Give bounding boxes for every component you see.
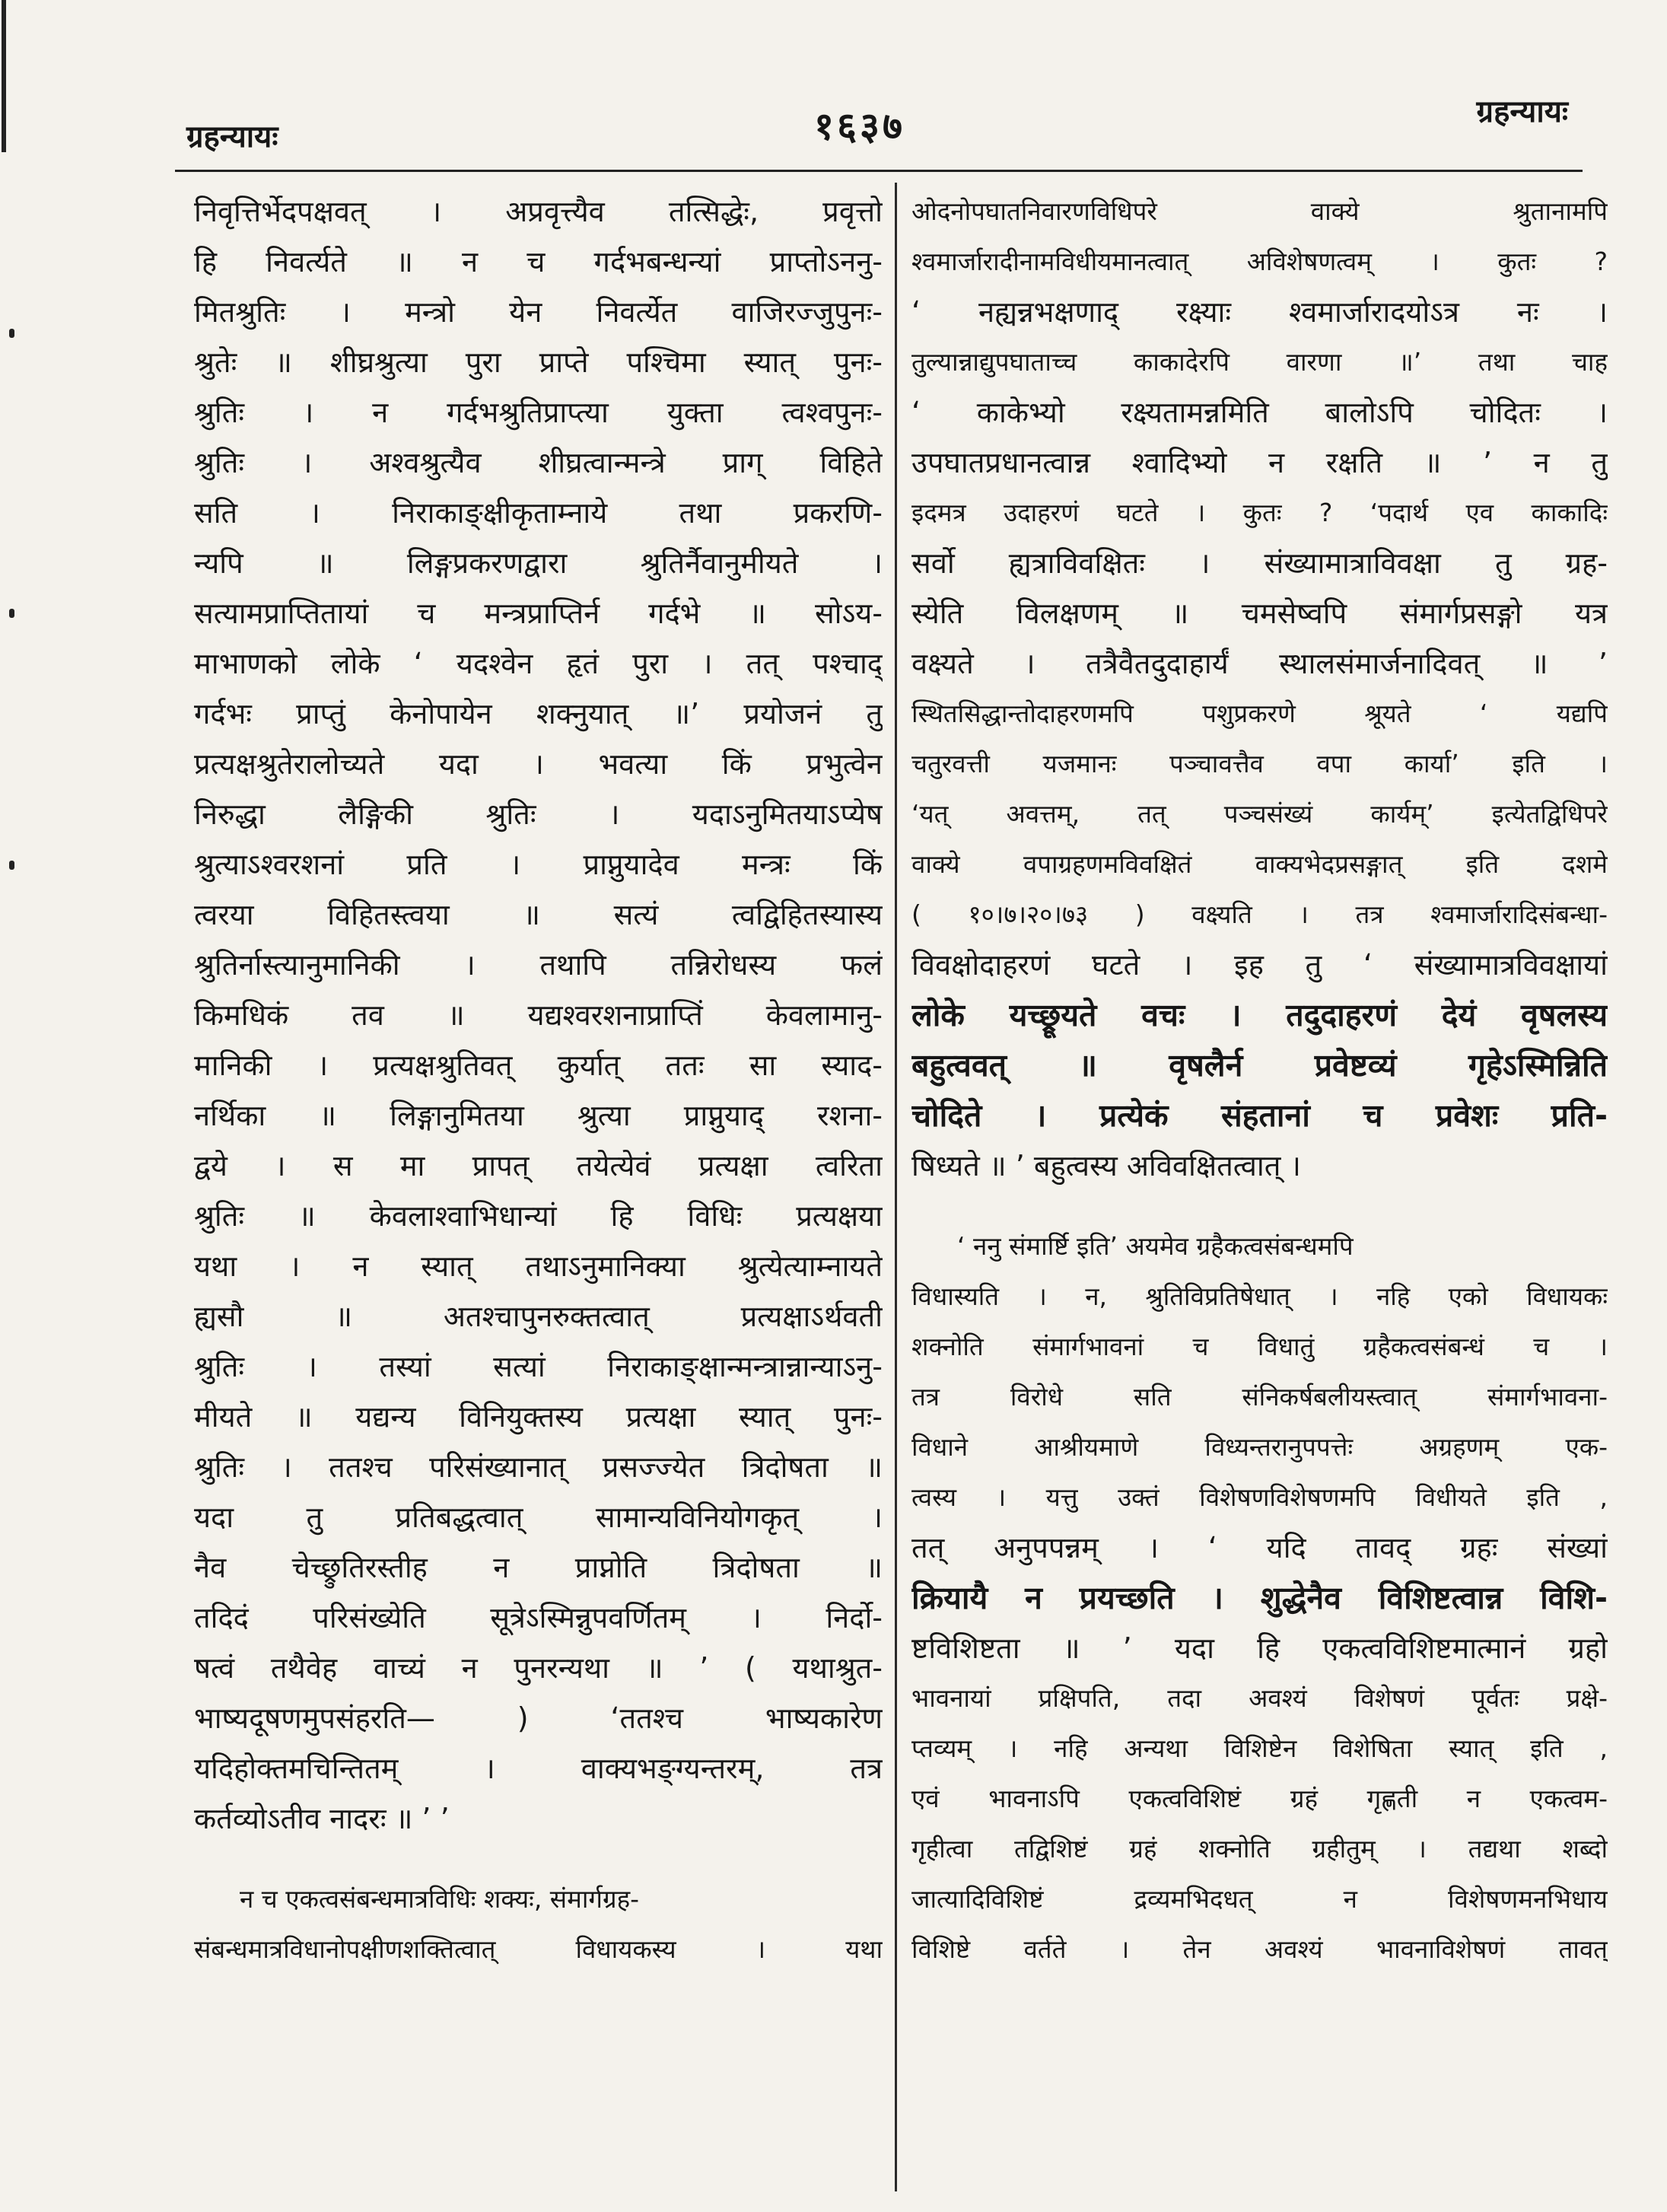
text-line: श्रुतिः । न गर्दभश्रुतिप्राप्त्या युक्ता त्वश्वपुनः- [194,396,883,429]
scan-speck [9,861,14,870]
text-line: त्वस्य । यत्तु उक्तं विशेषणविशेषणमपि विधीयते इति , [911,1482,1608,1512]
text-line: श्वमार्जारादीनामविधीयमानत्वात् अविशेषणत्वम् । कुतः ? [911,247,1608,276]
text-line: माभाणको लोके ‘ यदश्वेन हृतं पुरा । तत् पश्चाद् [194,647,883,680]
text-line: वक्ष्यते । तत्रैवैतदुदाहार्यं स्थालसंमार्जनादिवत् ॥ ’ [911,647,1608,680]
text-line: न च एकत्वसंबन्धमात्रविधिः शक्यः, संमार्गग्रह- [240,1884,640,1914]
text-line: द्वये । स मा प्रापत् तयेत्येवं प्रत्यक्षा त्वरिता [194,1149,883,1182]
text-line: स्थितसिद्धान्तोदाहरणमपि पशुप्रकरणे श्रूयते ‘ यद्यपि [911,699,1608,728]
text-line: षिध्यते ॥ ’ बहुत्वस्य अविवक्षितत्वात् । [911,1149,1301,1182]
text-line: श्रुतिर्नास्त्यानुमानिकी । तथापि तन्निरोधस्य फलं [194,948,883,982]
column-divider [895,183,897,2191]
text-line: भाष्यदूषणमुपसंहरति— ) ‘ततश्च भाष्यकारेण [194,1701,883,1735]
text-line: षत्वं तथैवेह वाच्यं न पुनरन्यथा ॥ ’ ( यथाश्रुत- [194,1651,883,1685]
text-line: श्रुतिः । अश्वश्रुत्यैव शीघ्रत्वान्मन्त्रे प्राग् विहिते [194,446,883,479]
text-line: गर्दभः प्राप्तुं केनोपायेन शक्नुयात् ॥’ प्रयोजनं तु [194,697,883,730]
text-line: जात्यादिविशिष्टं द्रव्यमभिदधत् न विशेषणमनभिधाय [911,1884,1608,1914]
text-line: सर्वो ह्यत्राविवक्षितः । संख्यामात्राविवक्षा तु ग्रह- [911,546,1608,580]
text-line: न्यपि ॥ लिङ्गप्रकरणद्वारा श्रुतिर्नैवानुमीयते । [194,546,883,580]
running-title-left: ग्रहन्यायः [186,119,278,154]
text-line: हि निवर्त्यते ॥ न च गर्दभबन्धन्यां प्राप्तोऽननु- [194,245,883,278]
text-line: ‘ नह्यन्नभक्षणाद् रक्ष्याः श्वमार्जारादयोऽत्र नः । [911,295,1608,329]
text-line: नर्थिका ॥ लिङ्गानुमितया श्रुत्या प्राप्नुयाद् रशना- [194,1099,883,1132]
text-line: श्रुतेः ॥ शीघ्रश्रुत्या पुरा प्राप्ते पश्चिमा स्यात् पुनः- [194,345,883,379]
header-rule [175,170,1583,172]
text-line: सति । निराकाङ्क्षीकृताम्नाये तथा प्रकरणि- [194,496,883,530]
text-line: लोके यच्छ्रूयते वचः । तदुदाहरणं देयं वृषलस्य [911,997,1608,1033]
text-line: बहुत्ववत् ॥ वृषलैर्न प्रवेष्टव्यं गृहेऽस्मिन्निति [911,1047,1608,1084]
page-header [175,80,1576,164]
text-line: तत् अनुपपन्नम् । ‘ यदि तावद् ग्रहः संख्यां [911,1531,1608,1564]
text-line: ष्टविशिष्टता ॥ ’ यदा हि एकत्वविशिष्टमात्मानं ग्रहो [911,1631,1608,1665]
text-line: निरुद्धा लैङ्गिकी श्रुतिः । यदाऽनुमितयाऽप्येष [194,797,883,831]
text-line: भावनायां प्रक्षिपति, तदा अवश्यं विशेषणं पूर्वतः प्रक्षे- [911,1683,1608,1713]
text-line: तत्र विरोधे सति संनिकर्षबलीयस्त्वात् संमार्गभावना- [911,1382,1608,1412]
text-line: मानिकी । प्रत्यक्षश्रुतिवत् कुर्यात् ततः सा स्याद- [194,1049,883,1082]
text-line: संबन्धमात्रविधानोपक्षीणशक्तित्वात् विधायकस्य । यथा [194,1934,883,1964]
text-line: श्रुतिः । ततश्च परिसंख्यानात् प्रसज्ज्येत त्रिदोषता ॥ [194,1450,883,1484]
text-line: यदिहोक्तमचिन्तितम् । वाक्यभङ्ग्यन्तरम्, तत्र [194,1752,883,1785]
text-line: नैव चेच्छ्रुतिरस्तीह न प्राप्नोति त्रिदोषता ॥ [194,1551,883,1584]
text-line: विशिष्टे वर्तते । तेन अवश्यं भावनाविशेषणं तावत् [911,1934,1608,1964]
text-line: त्वरया विहितस्त्वया ॥ सत्यं त्वद्विहितस्यास्य [194,898,883,931]
text-line: ( १०।७।२०।७३ ) वक्ष्यति । तत्र श्वमार्जारादिसंबन्धा- [911,899,1608,929]
text-line: ह्यसौ ॥ अतश्चापुनरुक्तत्वात् प्रत्यक्षाऽर्थवती [194,1300,883,1333]
running-title-right: ग्रहन्यायः [1476,94,1568,129]
scan-edge-mark [2,0,6,152]
text-line: एवं भावनाऽपि एकत्वविशिष्टं ग्रहं गृह्णती न एकत्वम- [911,1784,1608,1813]
text-line: सत्यामप्राप्तितायां च मन्त्रप्राप्तिर्न गर्दभे ॥ सोऽय- [194,597,883,630]
text-line: इदमत्र उदाहरणं घटते । कुतः ? ‘पदार्थ एव काकादिः [911,498,1608,527]
text-line: मितश्रुतिः । मन्त्रो येन निवर्त्येत वाजिरज्जुपुनः- [194,295,883,329]
text-line: विधाने आश्रीयमाणे विध्यन्तरानुपपत्तेः अग्रहणम् एक- [911,1432,1608,1462]
text-line: चोदिते । प्रत्येकं संहतानां च प्रवेशः प्रति- [911,1097,1608,1134]
text-line: किमधिकं तव ॥ यद्यश्वरशनाप्राप्तिं केवलामानु- [194,998,883,1032]
text-line: प्रत्यक्षश्रुतेरालोच्यते यदा । भवत्या किं प्रभुत्वेन [194,747,883,781]
page-number: १६३७ [814,104,905,148]
text-line: प्तव्यम् । नहि अन्यथा विशिष्टेन विशेषिता स्यात् इति , [911,1733,1608,1763]
text-line: शक्नोति संमार्गभावनां च विधातुं ग्रहैकत्वसंबन्धं च । [911,1332,1608,1361]
text-line: श्रुत्याऽश्वरशनां प्रति । प्राप्नुयादेव मन्त्रः किं [194,848,883,881]
text-line: गृहीत्वा तद्विशिष्टं ग्रहं शक्नोति ग्रहीतुम् । तद्यथा शब्दो [911,1834,1608,1863]
scan-speck [9,609,14,618]
text-line: ‘ ननु संमार्ष्टि इति’ अयमेव ग्रहैकत्वसंबन्धमपि [957,1231,1354,1261]
text-line: वाक्ये वपाग्रहणमविवक्षितं वाक्यभेदप्रसङ्गात् इति दशमे [911,849,1608,879]
right-column [911,186,1608,1975]
text-line: स्येति विलक्षणम् ॥ चमसेष्वपि संमार्गप्रसङ्गो यत्र [911,597,1608,630]
text-line: तदिदं परिसंख्येति सूत्रेऽस्मिन्नुपवर्णितम् । निर्दो- [194,1601,883,1634]
text-line: विधास्यति । न, श्रुतिविप्रतिषेधात् । नहि एको विधायकः [911,1281,1608,1311]
paragraph-gap [911,1191,1608,1221]
text-line: विवक्षोदाहरणं घटते । इह तु ‘ संख्यामात्रविवक्षायां [911,948,1608,982]
text-line: क्रियायै न प्रयच्छति । शुद्धेनैव विशिष्टत्वान्न विशि- [911,1580,1608,1616]
text-line: उपघातप्रधानत्वान्न श्वादिभ्यो न रक्षति ॥ ’ न तु [911,446,1608,479]
text-line: चतुरवत्ती यजमानः पञ्चावत्तैव वपा कार्या’ इति । [911,749,1608,778]
text-line: यथा । न स्यात् तथाऽनुमानिक्या श्रुत्येत्याम्नायते [194,1249,883,1283]
text-line: श्रुतिः । तस्यां सत्यां निराकाङ्क्षान्मन्त्रान्नान्याऽनु- [194,1350,883,1383]
text-line: कर्तव्योऽतीव नादरः ॥ ’ ’ [194,1802,450,1835]
text-line: ‘यत् अवत्तम्, तत् पञ्चसंख्यं कार्यम्’ इत्येतद्विधिपरे [911,799,1608,829]
text-line: तुल्यान्नाद्युपघाताच्च काकादेरपि वारणा ॥’ तथा चाह [911,347,1608,377]
left-column [194,186,883,1975]
text-line: श्रुतिः ॥ केवलाश्वाभिधान्यां हि विधिः प्रत्यक्षया [194,1199,883,1233]
text-line: निवृत्तिर्भेदपक्षवत् । अप्रवृत्त्यैव तत्सिद्धेः, प्रवृत्तो [194,195,883,228]
scan-speck [9,329,14,338]
text-line: यदा तु प्रतिबद्धत्वात् सामान्यविनियोगकृत् । [194,1501,883,1534]
text-line: ‘ काकेभ्यो रक्ष्यतामन्नमिति बालोऽपि चोदितः । [911,396,1608,429]
text-line: ओदनोपघातनिवारणविधिपरे वाक्ये श्रुतानामपि [911,196,1608,226]
text-line: मीयते ॥ यद्यन्य विनियुक्तस्य प्रत्यक्षा स्यात् पुनः- [194,1400,883,1434]
paragraph-gap [194,1844,883,1874]
